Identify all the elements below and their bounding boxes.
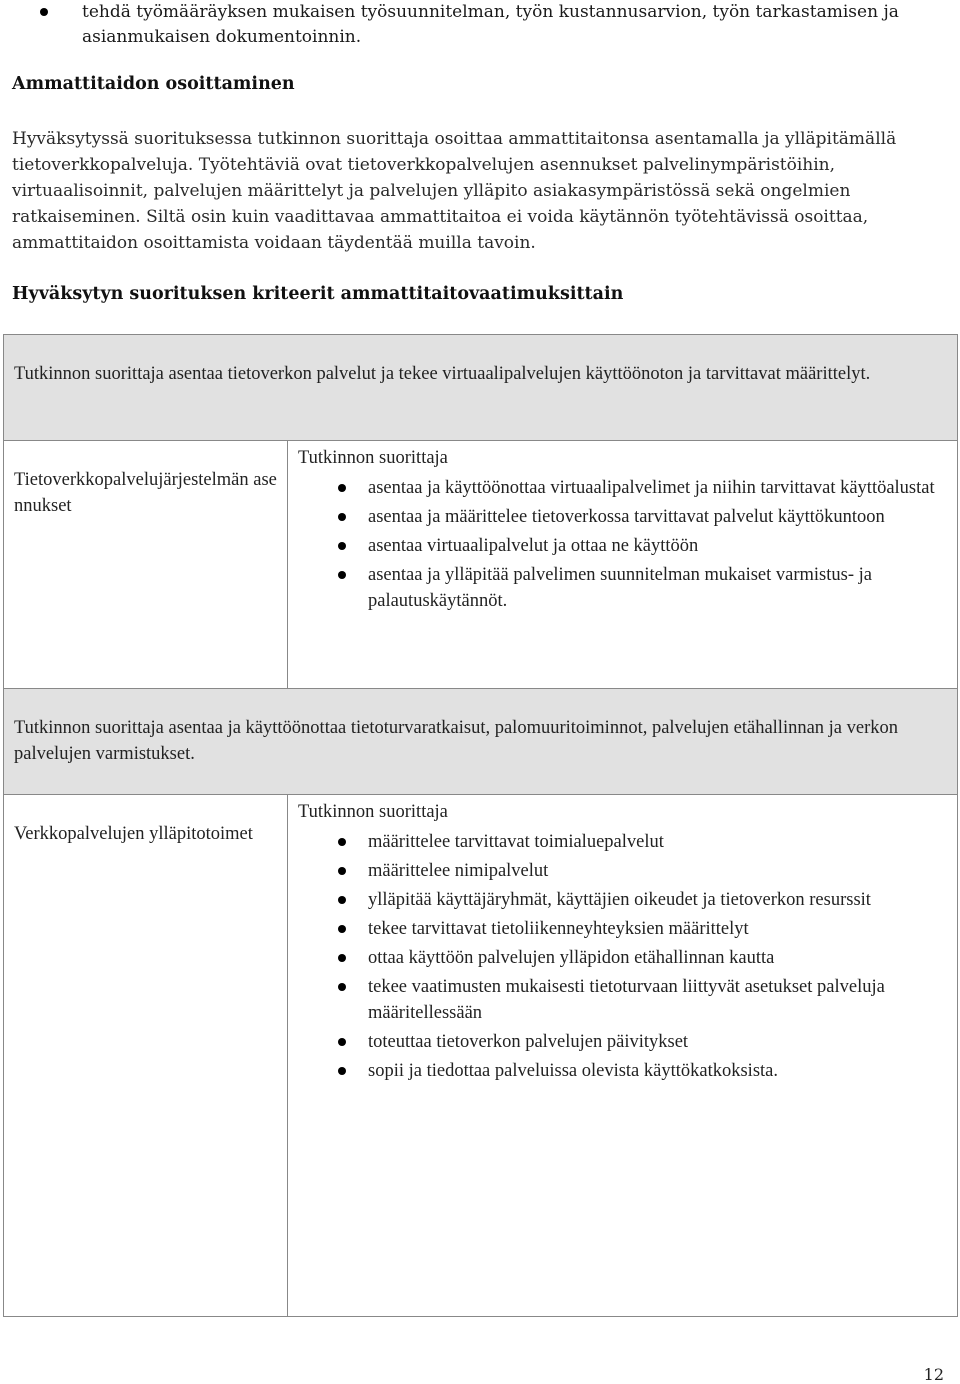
list-item: ylläpitää käyttäjäryhmät, käyttäjien oikeudet ja tietoverkon resurssit xyxy=(298,887,947,913)
requirement-row xyxy=(4,335,957,441)
criteria-lead: Tutkinnon suorittaja xyxy=(298,448,448,468)
page-number: 12 xyxy=(923,1365,944,1384)
bullet-icon xyxy=(338,867,346,875)
criteria-list xyxy=(298,829,947,1084)
criteria-list xyxy=(298,475,947,614)
criteria-cell xyxy=(288,795,957,1316)
list-item: tekee vaatimusten mukaisesti tietoturvaan liittyvät asetukset palveluja määritellessään xyxy=(298,974,947,1026)
bullet-icon xyxy=(338,896,346,904)
topic-cell xyxy=(4,795,288,1316)
list-item: toteuttaa tietoverkon palvelujen päivitykset xyxy=(298,1029,947,1055)
section-heading-kriteerit: Hyväksytyn suorituksen kriteerit ammattitaitovaatimuksittain xyxy=(12,284,624,304)
requirement-text: Tutkinnon suorittaja asentaa ja käyttöönottaa tietoturvaratkaisut, palomuuritoiminnot, palvelujen etähallinnan ja verkon palvelujen varmistukset. xyxy=(14,718,899,764)
bullet-icon xyxy=(338,838,346,846)
intro-bullet-item xyxy=(12,0,942,50)
bullet-icon xyxy=(338,1067,346,1075)
section-heading-ammattitaidon: Ammattitaidon osoittaminen xyxy=(12,74,295,94)
topic-text: Tietoverkkopalvelujärjestelmän asennukset xyxy=(14,470,277,516)
bullet-icon xyxy=(338,484,346,492)
requirement-row xyxy=(4,689,957,795)
topic-cell xyxy=(4,441,288,688)
topic-text: Verkkopalvelujen ylläpitotoimet xyxy=(14,824,253,844)
list-item: ottaa käyttöön palvelujen ylläpidon etähallinnan kautta xyxy=(298,945,947,971)
bullet-icon xyxy=(338,925,346,933)
bullet-icon xyxy=(338,571,346,579)
list-item: määrittelee tarvittavat toimialuepalvelut xyxy=(298,829,947,855)
intro-bullet-text: tehdä työmääräyksen mukaisen työsuunnitelman, työn kustannusarvion, työn tarkastamisen ja asianmukaisen dokumentoinnin. xyxy=(82,2,899,47)
bullet-icon xyxy=(338,513,346,521)
bullet-icon xyxy=(40,8,48,16)
list-item: asentaa ja ylläpitää palvelimen suunnitelman mukaiset varmistus- ja palautuskäytännöt. xyxy=(298,562,947,614)
list-item: asentaa virtuaalipalvelut ja ottaa ne käyttöön xyxy=(298,533,947,559)
list-item: asentaa ja käyttöönottaa virtuaalipalvelimet ja niihin tarvittavat käyttöalustat xyxy=(298,475,947,501)
criteria-row xyxy=(4,795,957,1316)
list-item: asentaa ja määrittelee tietoverkossa tarvittavat palvelut käyttökuntoon xyxy=(298,504,947,530)
bullet-icon xyxy=(338,954,346,962)
list-item: määrittelee nimipalvelut xyxy=(298,858,947,884)
bullet-icon xyxy=(338,542,346,550)
criteria-cell xyxy=(288,441,957,688)
criteria-row xyxy=(4,441,957,689)
criteria-table xyxy=(3,334,958,1317)
bullet-icon xyxy=(338,1038,346,1046)
bullet-icon xyxy=(338,983,346,991)
criteria-lead: Tutkinnon suorittaja xyxy=(298,802,448,822)
list-item: sopii ja tiedottaa palveluissa olevista käyttökatkoksista. xyxy=(298,1058,947,1084)
body-paragraph: Hyväksytyssä suorituksessa tutkinnon suorittaja osoittaa ammattitaitonsa asentamalla ja ylläpitämällä tietoverkkopalveluja. Työtehtäviä ovat tietoverkkopalvelujen asennukset palvelinympäristöihin, virtuaalisoinnit, palvelujen määrittelyt ja palvelujen ylläpito asiakasympäristössä sekä ongelmien ratkaiseminen. Siltä osin kuin vaadittavaa ammattitaitoa ei voida käytännön työtehtävissä osoittaa, ammattitaidon osoittamista voidaan täydentää muilla tavoin. xyxy=(12,129,897,253)
requirement-text: Tutkinnon suorittaja asentaa tietoverkon palvelut ja tekee virtuaalipalvelujen käyttöönoton ja tarvittavat määrittelyt. xyxy=(14,364,871,384)
list-item: tekee tarvittavat tietoliikenneyhteyksien määrittelyt xyxy=(298,916,947,942)
